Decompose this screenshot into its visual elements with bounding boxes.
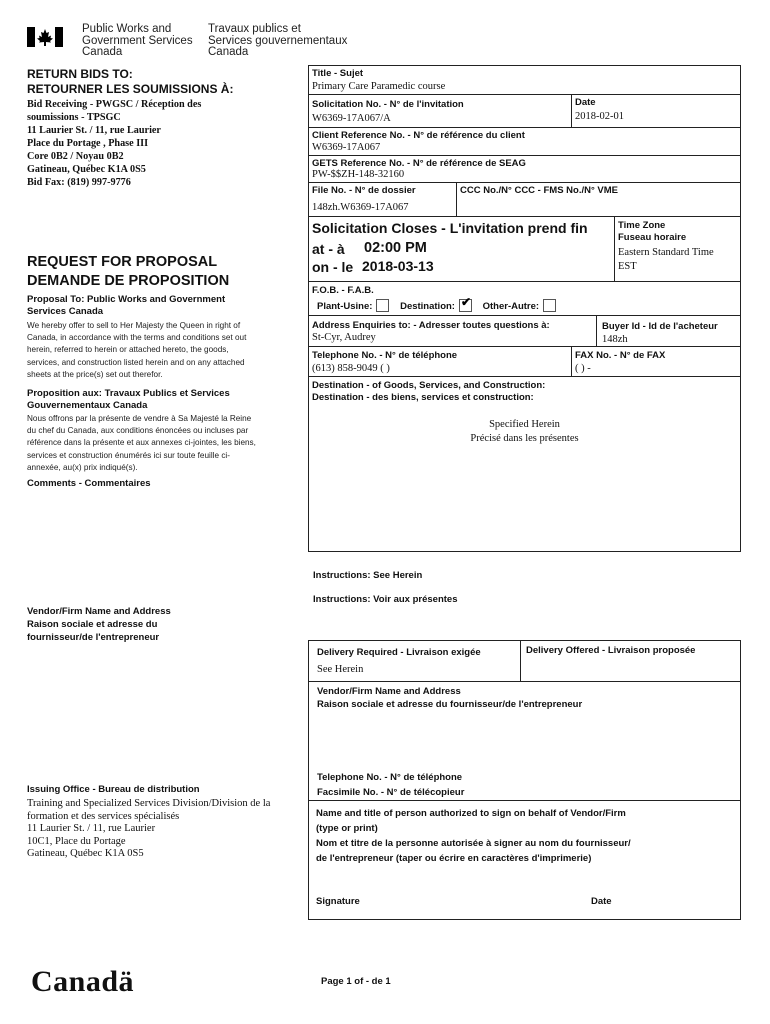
issuing-line: Training and Specialized Services Division/Division de la [27,798,271,809]
client-ref-label: Client Reference No. - N° de référence du client [312,130,525,141]
title-value: Primary Care Paramedic course [312,81,446,92]
closing-date-value: 2018-03-13 [362,258,434,274]
canada-wordmark: Canadä [31,965,135,998]
timezone-code: EST [618,261,637,272]
dept-fr-line: Travaux publics et [208,23,301,35]
fob-options [317,300,564,313]
instructions-en: Instructions: See Herein [313,570,423,581]
auth-line: (type or print) [316,823,378,834]
proposition-text: Nous offrons par la présente de vendre à Sa Majesté la Reine du chef du Canada, aux conditions énoncées ou incluses par référence dans la présente et aux annexes ci-jointes, les biens, services et construction énumérés ici sur toute feuille ci-annexée, au(x) prix indiqué(s). [27,414,256,472]
file-value: 148zh.W6369-17A067 [312,202,409,213]
dept-en-line: Government Services [82,34,193,47]
client-ref-value: W6369-17A067 [312,142,381,153]
address-line: Bid Receiving - PWGSC / Réception des [27,99,202,110]
fax-value: ( ) - [575,363,591,374]
ccc-label: CCC No./N° CCC - FMS No./N° VME [460,185,619,196]
address-line: Core 0B2 / Noyau 0B2 [27,151,124,162]
destination-goods-label-fr: Destination - des biens, services et construction: [312,392,534,403]
closes-label: Solicitation Closes - L'invitation prend fin [312,220,588,236]
closes-at-label: at - à [312,241,345,257]
dept-fr-line: Canada [208,46,249,58]
address-enquiries-value: St-Cyr, Audrey [312,332,376,343]
canada-flag-icon [27,27,63,47]
other-label: Other-Autre: [482,301,540,313]
return-bids-address [27,98,201,189]
plant-checkbox[interactable] [376,299,389,312]
delivery-required-label: Delivery Required - Livraison exigée [317,647,481,658]
issuing-line: Gatineau, Québec K1A 0S5 [27,848,144,859]
comments-label: Comments - Commentaires [27,478,151,489]
fob-label: F.O.B. - F.A.B. [312,285,374,296]
issuing-line: 11 Laurier St. / 11, rue Laurier [27,823,156,834]
vendor-label-line: Vendor/Firm Name and Address [27,606,171,617]
gets-value: PW-$$ZH-148-32160 [312,169,405,180]
vendor-label-left [27,605,171,644]
specified-herein-fr: Précisé dans les présentes [470,433,579,444]
dept-fr-line: Services gouvernementaux [208,34,348,47]
timezone-label-fr: Fuseau horaire [618,232,687,243]
signature-label: Signature [316,896,360,907]
bid-fax-line: Bid Fax: (819) 997-9776 [27,177,131,188]
file-label: File No. - N° de dossier [312,185,416,196]
specified-herein-en: Specified Herein [489,419,560,430]
department-name-fr [208,24,347,59]
vendor-fax-label: Facsimile No. - N° de télécopieur [317,787,465,798]
page-number: Page 1 of - de 1 [321,976,391,987]
closing-time-value: 02:00 PM [364,240,427,256]
authorized-person-label [316,806,631,866]
closes-on-label: on - le [312,259,354,275]
other-checkbox[interactable] [543,299,556,312]
destination-goods-label-en: Destination - of Goods, Services, and Construction: [312,380,546,391]
issuing-office-label: Issuing Office - Bureau de distribution [27,784,200,795]
address-line: Gatineau, Québec K1A 0S5 [27,164,146,175]
proposition-heading: Proposition aux: Travaux Publics et Services Gouvernementaux Canada [27,388,230,411]
address-line: Place du Portage , Phase III [27,138,149,149]
timezone-label-en: Time Zone [618,220,666,231]
timezone-value: Eastern Standard Time [618,247,714,258]
plant-label: Plant-Usine: [317,301,373,313]
return-bids-title-en: RETURN BIDS TO: [27,67,133,81]
proposal-to-text: We hereby offer to sell to Her Majesty the Queen in right of Canada, in accordance with the terms and conditions set out herein, referred to herein or attached hereto, the goods, services, and construction listed herein and on any attached sheets at the price(s) set out therefor. [27,321,247,379]
address-line: 11 Laurier St. / 11, rue Laurier [27,125,161,136]
vendor-telephone-label: Telephone No. - N° de téléphone [317,772,463,783]
telephone-value: (613) 858-9049 ( ) [312,363,390,374]
auth-line: Nom et titre de la personne autorisée à signer au nom du fournisseur/ [316,838,631,849]
dept-en-line: Canada [82,46,123,58]
solicitation-value: W6369-17A067/A [312,113,391,124]
issuing-line: 10C1, Place du Portage [27,835,126,847]
buyer-id-value: 148zh [602,334,628,345]
address-enquiries-label: Address Enquiries to: - Adresser toutes questions à: [312,320,550,331]
return-bids-title-fr: RETOURNER LES SOUMISSIONS À: [27,82,234,96]
fax-label: FAX No. - N° de FAX [575,350,666,361]
vendor-name-label-fr: Raison sociale et adresse du fournisseur/de l'entrepreneur [317,699,583,710]
rfp-title-en: REQUEST FOR PROPOSAL [27,254,218,270]
delivery-required-value: See Herein [317,664,364,675]
issuing-line: formation et des services spécialisés [27,810,180,822]
issuing-office-address [27,798,270,861]
address-line: soumissions - TPSGC [27,112,121,123]
vendor-label-line: Raison sociale et adresse du [27,619,158,630]
auth-line: Name and title of person authorized to sign on behalf of Vendor/Firm [316,808,626,819]
title-label: Title - Sujet [312,68,364,79]
vendor-name-label: Vendor/Firm Name and Address [317,686,461,697]
dept-en-line: Public Works and [82,23,172,35]
vendor-label-line: fournisseur/de l'entrepreneur [27,632,160,643]
destination-checkbox[interactable] [459,299,472,312]
date-label: Date [575,97,596,108]
instructions-fr: Instructions: Voir aux présentes [313,594,458,605]
gets-label: GETS Reference No. - N° de référence de SEAG [312,158,526,169]
delivery-offered-label: Delivery Offered - Livraison proposée [526,645,696,656]
department-name-en [82,24,193,59]
date-value: 2018-02-01 [575,111,624,122]
auth-line: de l'entrepreneur (taper ou écrire en caractères d'imprimerie) [316,853,592,864]
rfp-title-fr: DEMANDE DE PROPOSITION [27,273,230,289]
signature-date-label: Date [591,896,612,907]
destination-label: Destination: [400,301,455,313]
buyer-id-label: Buyer Id - Id de l'acheteur [602,321,718,332]
proposal-to-heading: Proposal To: Public Works and Government Services Canada [27,294,226,317]
telephone-label: Telephone No. - N° de téléphone [312,350,458,361]
solicitation-label: Solicitation No. - N° de l'invitation [312,99,464,110]
